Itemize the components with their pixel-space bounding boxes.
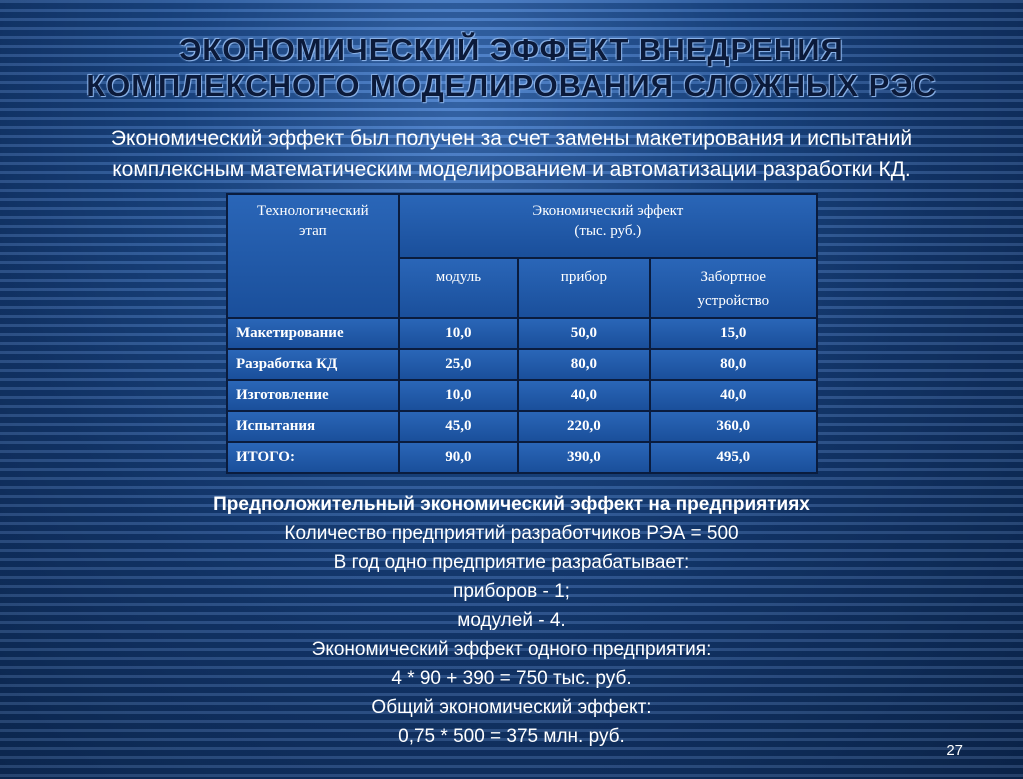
outboard-value: 360,0 bbox=[650, 411, 817, 442]
device-value: 390,0 bbox=[518, 442, 649, 473]
intro-line-1: Экономический эффект был получен за счет замены макетирования и испытаний bbox=[110, 127, 913, 150]
module-value: 90,0 bbox=[399, 442, 519, 473]
estimate-line: приборов - 1; bbox=[453, 581, 570, 602]
intro-line-2: комплексным математическим моделированием и автоматизации разработки КД. bbox=[112, 158, 911, 181]
economic-effect-table bbox=[226, 193, 818, 474]
header-module: модуль bbox=[399, 258, 519, 318]
page-number: 27 bbox=[946, 742, 963, 759]
table-total-row bbox=[227, 442, 817, 473]
table-row bbox=[227, 318, 817, 349]
device-value: 50,0 bbox=[518, 318, 649, 349]
header-economic-effect: Экономический эффект (тыс. руб.) bbox=[399, 194, 817, 258]
outboard-value: 495,0 bbox=[650, 442, 817, 473]
stage-cell: Макетирование bbox=[227, 318, 399, 349]
stage-cell: Испытания bbox=[227, 411, 399, 442]
slide-title-line-2: КОМПЛЕКСНОГО МОДЕЛИРОВАНИЯ СЛОЖНЫХ РЭС bbox=[86, 68, 937, 103]
estimate-line: Количество предприятий разработчиков РЭА = 500 bbox=[284, 523, 739, 544]
estimate-line: Экономический эффект одного предприятия: bbox=[311, 639, 712, 660]
table-header-row bbox=[227, 194, 817, 258]
stage-cell: Разработка КД bbox=[227, 349, 399, 380]
outboard-value: 80,0 bbox=[650, 349, 817, 380]
estimate-section bbox=[20, 490, 1003, 751]
module-value: 45,0 bbox=[399, 411, 519, 442]
header-device: прибор bbox=[518, 258, 649, 318]
estimate-line: Общий экономический эффект: bbox=[371, 697, 652, 718]
module-value: 10,0 bbox=[399, 380, 519, 411]
estimate-line: модулей - 4. bbox=[457, 610, 566, 631]
table-row bbox=[227, 411, 817, 442]
estimate-heading: Предположительный экономический эффект на предприятиях bbox=[213, 494, 810, 515]
estimate-line: 4 * 90 + 390 = 750 тыс. руб. bbox=[391, 668, 632, 689]
outboard-value: 40,0 bbox=[650, 380, 817, 411]
estimate-line: 0,75 * 500 = 375 млн. руб. bbox=[398, 726, 625, 747]
stage-cell: ИТОГО: bbox=[227, 442, 399, 473]
slide-title-line-1: ЭКОНОМИЧЕСКИЙ ЭФФЕКТ ВНЕДРЕНИЯ bbox=[179, 32, 844, 67]
table-row bbox=[227, 380, 817, 411]
module-value: 25,0 bbox=[399, 349, 519, 380]
header-outboard-device: Забортное устройство bbox=[650, 258, 817, 318]
outboard-value: 15,0 bbox=[650, 318, 817, 349]
header-stage: Технологический этап bbox=[227, 194, 399, 318]
device-value: 220,0 bbox=[518, 411, 649, 442]
stage-cell: Изготовление bbox=[227, 380, 399, 411]
device-value: 80,0 bbox=[518, 349, 649, 380]
estimate-line: В год одно предприятие разрабатывает: bbox=[333, 552, 690, 573]
table-row bbox=[227, 349, 817, 380]
slide-title bbox=[0, 32, 1023, 104]
device-value: 40,0 bbox=[518, 380, 649, 411]
intro-text bbox=[20, 123, 1003, 185]
module-value: 10,0 bbox=[399, 318, 519, 349]
